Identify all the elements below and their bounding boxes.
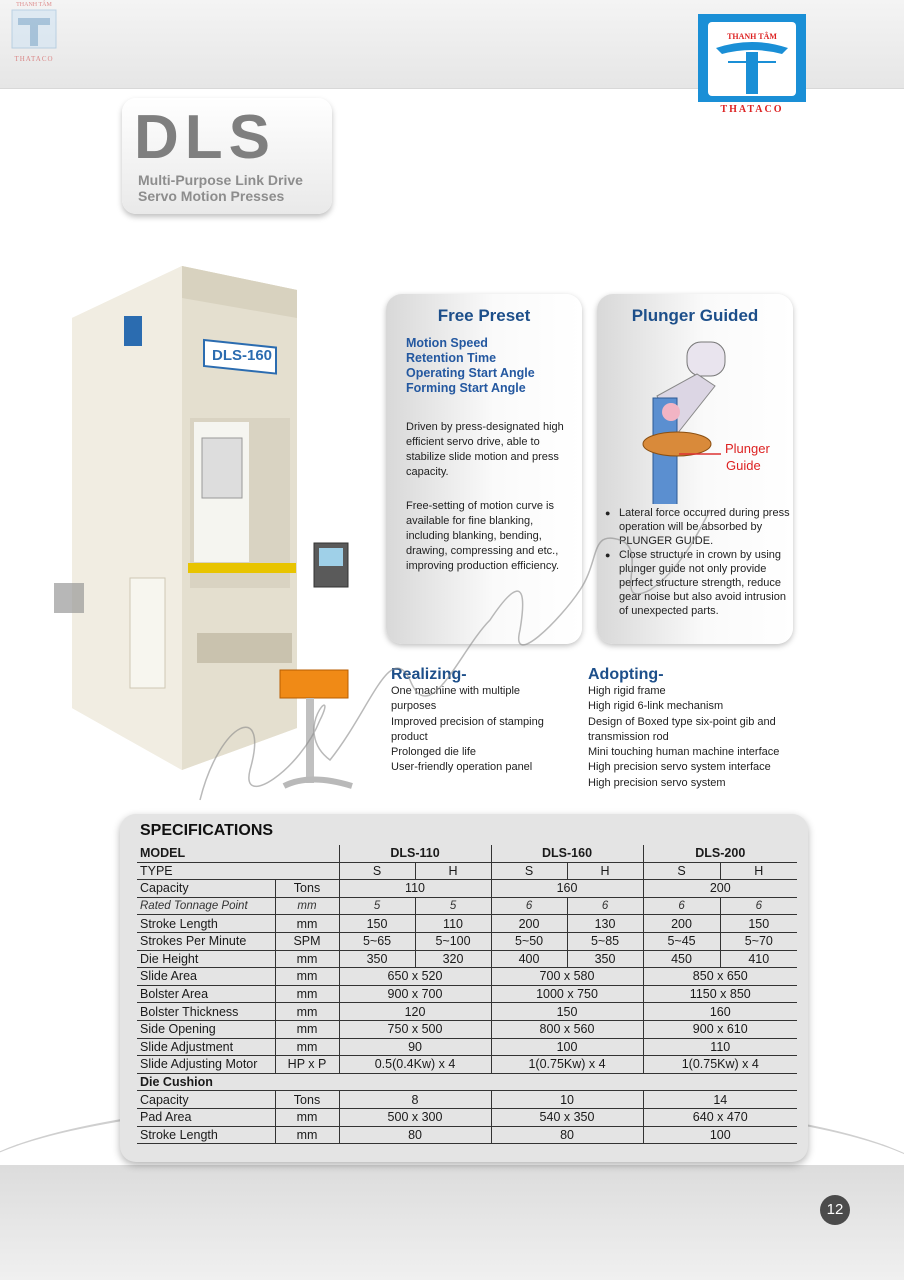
- table-row: [137, 932, 797, 950]
- spec-value: 640 x 470: [643, 1108, 797, 1126]
- spec-label: Side Opening: [137, 1020, 275, 1038]
- adopting-line: High precision servo system: [588, 776, 726, 789]
- spec-unit: mm: [275, 1038, 339, 1056]
- realizing-line: purposes: [391, 700, 437, 713]
- realizing-line: User-friendly operation panel: [391, 761, 533, 774]
- spec-value: 110: [415, 915, 491, 933]
- spec-value: 5: [339, 897, 415, 915]
- spec-value: 850 x 650: [643, 968, 797, 986]
- spec-value: 500 x 300: [339, 1108, 491, 1126]
- spec-value: 200: [643, 880, 797, 898]
- spec-value: 5~85: [567, 932, 643, 950]
- spec-label: Stroke Length: [137, 1126, 275, 1144]
- type-cell: H: [567, 862, 643, 880]
- spec-unit: mm: [275, 1108, 339, 1126]
- table-row: [137, 1056, 797, 1074]
- logo-small-top-text: THANH TÂM: [16, 2, 52, 8]
- spec-label: Capacity: [137, 1091, 275, 1109]
- product-badge: [122, 98, 332, 214]
- spec-value: 100: [643, 1126, 797, 1144]
- adopting-title: Adopting-: [588, 666, 664, 683]
- spec-unit: HP x P: [275, 1056, 339, 1074]
- realizing-line: product: [391, 730, 428, 743]
- spec-value: 100: [491, 1038, 643, 1056]
- spec-label: Bolster Area: [137, 985, 275, 1003]
- table-row: [137, 845, 797, 862]
- bullet-item: ● Close structure in crown by using plunger guide not only provide perfect structure strength, reduce gear noise but also avoid intrusion of unexpected parts.: [605, 548, 791, 618]
- spec-label: Slide Area: [137, 968, 275, 986]
- adopting-section: [588, 666, 808, 791]
- spec-value: 150: [720, 915, 797, 933]
- spec-value: 130: [567, 915, 643, 933]
- spec-unit: mm: [275, 1003, 339, 1021]
- subtitle-line-2: Servo Motion Presses: [138, 188, 285, 204]
- spec-value: 410: [720, 950, 797, 968]
- feature-item: Motion Speed: [406, 336, 488, 350]
- spec-unit: mm: [275, 915, 339, 933]
- free-preset-paragraph-1: Driven by press-designated high efficient servo drive, able to stabilize slide motion and press capacity.: [406, 421, 564, 478]
- model-header-label: MODEL: [137, 845, 339, 862]
- free-preset-features: [406, 336, 535, 396]
- plunger-guide-image: [597, 334, 793, 504]
- plunger-guided-card: [597, 294, 793, 644]
- spec-value: 120: [339, 1003, 491, 1021]
- spec-label: Rated Tonnage Point: [137, 897, 275, 915]
- logo-bottom-text: THATACO: [720, 104, 784, 115]
- free-preset-card: [386, 294, 582, 644]
- spec-label: Pad Area: [137, 1108, 275, 1126]
- spec-value: 80: [339, 1126, 491, 1144]
- spec-value: 5~45: [643, 932, 720, 950]
- type-cell: S: [491, 862, 567, 880]
- table-row: [137, 862, 797, 880]
- adopting-line: High rigid frame: [588, 685, 666, 697]
- thataco-logo: [698, 14, 806, 118]
- model-header: DLS-110: [339, 845, 491, 862]
- type-cell: H: [720, 862, 797, 880]
- spec-value: 110: [339, 880, 491, 898]
- spec-value: 10: [491, 1091, 643, 1109]
- spec-value: 900 x 700: [339, 985, 491, 1003]
- spec-value: 1150 x 850: [643, 985, 797, 1003]
- thataco-logo-small: [2, 2, 66, 68]
- spec-value: 6: [720, 897, 797, 915]
- callout-line-2: Guide: [726, 458, 761, 473]
- table-row: [137, 1073, 797, 1091]
- table-row: [137, 1126, 797, 1144]
- table-row: [137, 897, 797, 915]
- spec-label: Strokes Per Minute: [137, 932, 275, 950]
- spec-unit: mm: [275, 1020, 339, 1038]
- table-row: [137, 880, 797, 898]
- spec-value: 150: [491, 1003, 643, 1021]
- type-label: TYPE: [137, 862, 339, 880]
- logo-small-bottom-text: THATACO: [14, 55, 54, 63]
- spec-value: 0.5(0.4Kw) x 4: [339, 1056, 491, 1074]
- feature-item: Forming Start Angle: [406, 381, 526, 395]
- logo-top-text: THANH TÂM: [727, 32, 777, 41]
- spec-unit: mm: [275, 968, 339, 986]
- feature-item: Retention Time: [406, 351, 497, 365]
- spec-value: 650 x 520: [339, 968, 491, 986]
- spec-value: 160: [643, 1003, 797, 1021]
- spec-value: 5~65: [339, 932, 415, 950]
- table-row: [137, 950, 797, 968]
- spec-value: 1(0.75Kw) x 4: [491, 1056, 643, 1074]
- spec-label: Bolster Thickness: [137, 1003, 275, 1021]
- spec-value: 800 x 560: [491, 1020, 643, 1038]
- spec-value: 5~50: [491, 932, 567, 950]
- spec-value: 320: [415, 950, 491, 968]
- table-row: [137, 1003, 797, 1021]
- spec-label: Slide Adjustment: [137, 1038, 275, 1056]
- spec-value: 350: [339, 950, 415, 968]
- realizing-section: [391, 666, 581, 776]
- spec-value: 750 x 500: [339, 1020, 491, 1038]
- spec-unit: SPM: [275, 932, 339, 950]
- adopting-line: Mini touching human machine interface: [588, 746, 780, 759]
- adopting-line: High precision servo system interface: [588, 761, 771, 774]
- subtitle-line-1: Multi-Purpose Link Drive: [138, 172, 303, 188]
- spec-unit: mm: [275, 985, 339, 1003]
- type-cell: S: [339, 862, 415, 880]
- spec-label: Stroke Length: [137, 915, 275, 933]
- type-cell: S: [643, 862, 720, 880]
- table-row: [137, 1091, 797, 1109]
- spec-value: 350: [567, 950, 643, 968]
- table-row: [137, 1108, 797, 1126]
- table-row: [137, 915, 797, 933]
- realizing-line: Prolonged die life: [391, 746, 477, 759]
- spec-value: 700 x 580: [491, 968, 643, 986]
- spec-label: Die Height: [137, 950, 275, 968]
- spec-value: 80: [491, 1126, 643, 1144]
- realizing-title: Realizing-: [391, 666, 467, 683]
- page-number: 12: [820, 1195, 850, 1225]
- logo-small-t-icon: [2, 8, 66, 50]
- spec-value: 540 x 350: [491, 1108, 643, 1126]
- table-row: [137, 1038, 797, 1056]
- spec-value: 160: [491, 880, 643, 898]
- spec-value: 1000 x 750: [491, 985, 643, 1003]
- spec-value: 150: [339, 915, 415, 933]
- callout-line-1: Plunger: [725, 441, 770, 456]
- logo-t-icon: [708, 22, 796, 96]
- spec-value: 450: [643, 950, 720, 968]
- free-preset-title: Free Preset: [437, 306, 531, 325]
- spec-value: 90: [339, 1038, 491, 1056]
- plunger-guided-title: Plunger Guided: [631, 306, 759, 325]
- spec-value: 900 x 610: [643, 1020, 797, 1038]
- table-row: [137, 985, 797, 1003]
- series-subtitle: [138, 172, 303, 204]
- spec-value: 1(0.75Kw) x 4: [643, 1056, 797, 1074]
- plunger-guide-callout: [725, 440, 770, 474]
- model-header: DLS-160: [491, 845, 643, 862]
- realizing-line: Improved precision of stamping: [391, 715, 544, 728]
- die-cushion-label: Die Cushion: [137, 1073, 797, 1091]
- spec-value: 14: [643, 1091, 797, 1109]
- spec-value: 6: [567, 897, 643, 915]
- spec-value: 8: [339, 1091, 491, 1109]
- spec-value: 6: [491, 897, 567, 915]
- specifications-table: [137, 845, 797, 1144]
- series-title: DLS: [134, 103, 276, 172]
- free-preset-paragraph-2: Free-setting of motion curve is available for fine blanking, including blanking, bending, drawing, compressing and etc., improving production efficiency.: [406, 500, 560, 572]
- bullet-item: ● Lateral force occurred during press operation will be absorbed by PLUNGER GUIDE.: [605, 506, 791, 548]
- machine-label: DLS-160: [212, 347, 273, 364]
- spec-value: 110: [643, 1038, 797, 1056]
- specifications-title: SPECIFICATIONS: [140, 822, 274, 839]
- plunger-bullets: [605, 506, 791, 618]
- spec-value: 5~70: [720, 932, 797, 950]
- spec-unit: mm: [275, 950, 339, 968]
- realizing-line: One machine with multiple: [391, 685, 521, 697]
- spec-unit: Tons: [275, 1091, 339, 1109]
- adopting-line: Design of Boxed type six-point gib and: [588, 715, 776, 728]
- table-row: [137, 968, 797, 986]
- model-header: DLS-200: [643, 845, 797, 862]
- type-cell: H: [415, 862, 491, 880]
- table-row: [137, 1020, 797, 1038]
- adopting-line: High rigid 6-link mechanism: [588, 700, 724, 713]
- spec-value: 6: [643, 897, 720, 915]
- spec-value: 5: [415, 897, 491, 915]
- spec-unit: mm: [275, 1126, 339, 1144]
- spec-unit: Tons: [275, 880, 339, 898]
- spec-value: 200: [643, 915, 720, 933]
- spec-value: 400: [491, 950, 567, 968]
- spec-unit: mm: [275, 897, 339, 915]
- feature-item: Operating Start Angle: [406, 366, 535, 380]
- spec-value: 200: [491, 915, 567, 933]
- press-machine-image: [52, 258, 382, 818]
- spec-label: Capacity: [137, 880, 275, 898]
- spec-value: 5~100: [415, 932, 491, 950]
- adopting-line: transmission rod: [588, 730, 669, 743]
- spec-label: Slide Adjusting Motor: [137, 1056, 275, 1074]
